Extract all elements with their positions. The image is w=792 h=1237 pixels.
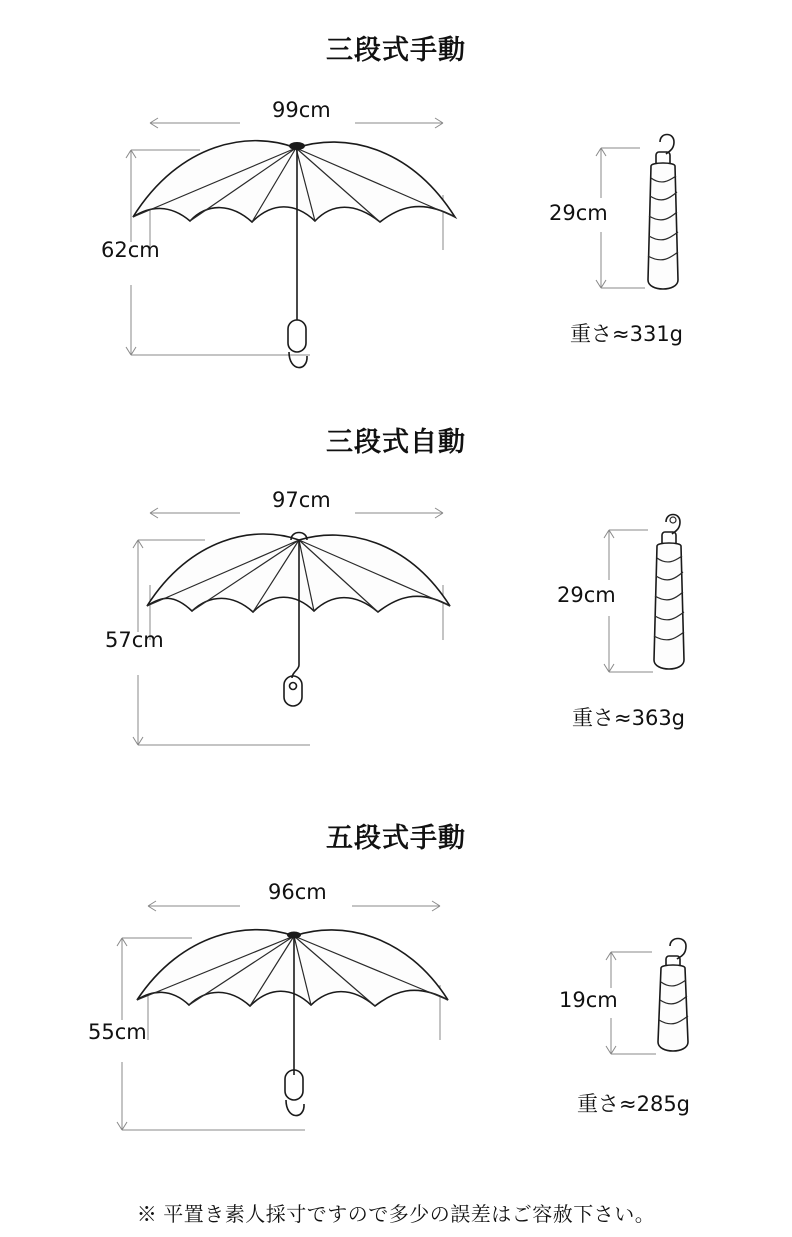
open-height-label: 57cm: [105, 628, 164, 652]
folded-height-label: 19cm: [559, 988, 618, 1012]
diagram-manual-5fold: [0, 880, 792, 1180]
open-width-label: 96cm: [268, 880, 327, 904]
open-width-label: 97cm: [272, 488, 331, 512]
section-title: 三段式自動: [326, 427, 466, 457]
weight-label: 重さ≈331g: [570, 322, 684, 346]
diagram-auto-3fold: [0, 480, 792, 780]
folded-height-label: 29cm: [557, 583, 616, 607]
weight-label: 重さ≈363g: [572, 706, 686, 730]
open-height-label: 62cm: [101, 238, 160, 262]
diagram-manual-3fold: [0, 90, 792, 390]
footnote: ※ 平置き素人採寸ですので多少の誤差はご容赦下さい。: [136, 1204, 656, 1226]
folded-height-label: 29cm: [549, 201, 608, 225]
open-height-label: 55cm: [88, 1020, 147, 1044]
section-title: 五段式手動: [326, 823, 466, 853]
open-width-label: 99cm: [272, 98, 331, 122]
section-title: 三段式手動: [326, 35, 466, 65]
weight-label: 重さ≈285g: [577, 1092, 691, 1116]
